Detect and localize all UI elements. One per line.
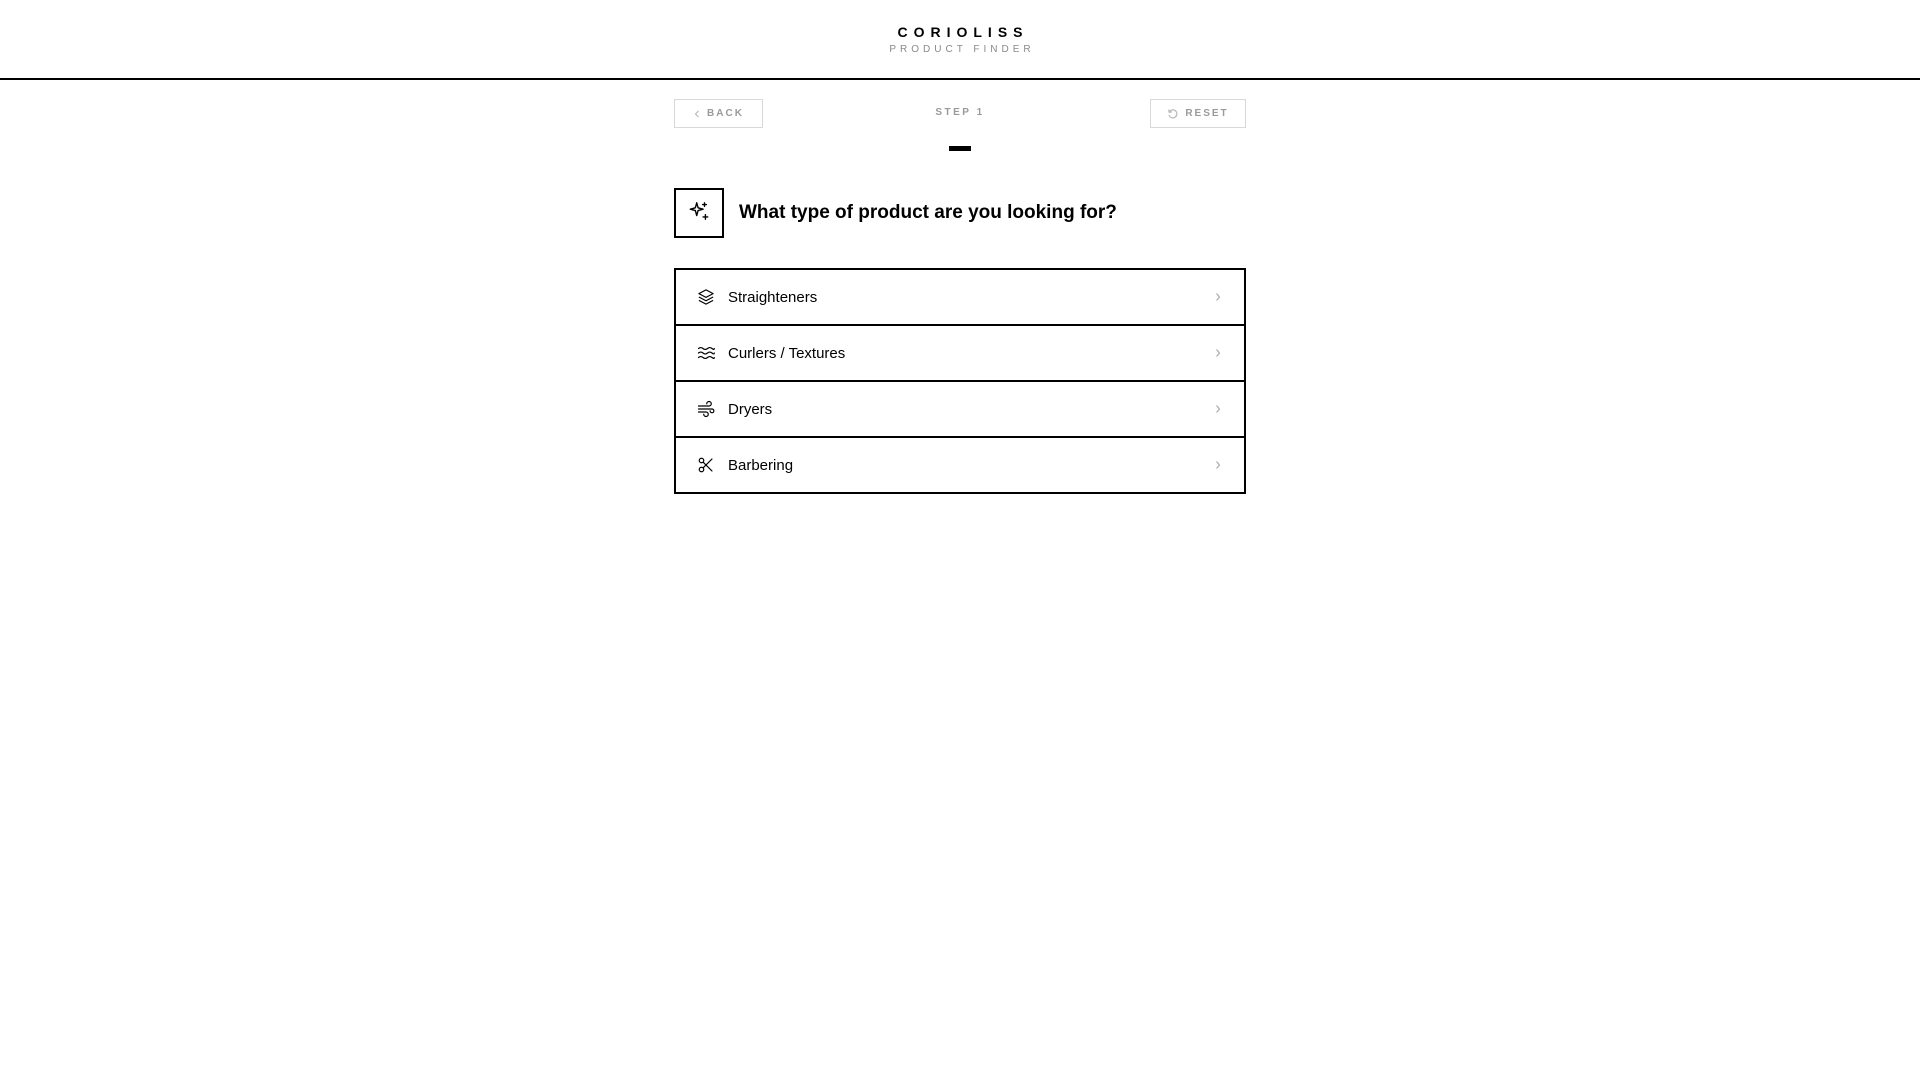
back-button-label: BACK [707,108,744,119]
question-icon-box [674,188,724,238]
brand-logo-text[interactable]: CORIOLISS [897,24,1029,40]
option-label: Dryers [728,400,773,418]
site-header [0,0,1920,80]
question-title: What type of product are you looking for? [739,202,1117,223]
progress-bar-fill [949,146,971,151]
reset-button-label: RESET [1185,108,1229,119]
option-curlers-textures[interactable] [676,326,1244,382]
wind-icon [696,399,716,419]
options-list [674,268,1246,494]
chevron-right-icon [1212,459,1224,471]
reset-button[interactable] [1150,99,1246,128]
layers-icon [696,287,716,307]
option-label: Curlers / Textures [728,344,846,362]
chevron-right-icon [1212,403,1224,415]
chevron-right-icon [1212,347,1224,359]
waves-icon [696,343,716,363]
option-label: Barbering [728,456,794,474]
step-navigation [674,80,1246,150]
sparkles-icon [688,200,710,227]
option-label: Straighteners [728,288,818,306]
product-finder [674,80,1246,474]
scissors-icon [696,455,716,475]
progress-bar [949,146,971,151]
brand-subtitle: PRODUCT FINDER [889,44,1035,55]
rotate-ccw-icon [1167,108,1179,120]
question-header [674,188,1246,238]
option-barbering[interactable] [676,438,1244,492]
option-dryers[interactable] [676,382,1244,438]
step-indicator: STEP 1 [935,107,985,118]
option-straighteners[interactable] [676,270,1244,326]
chevron-right-icon [1212,291,1224,303]
